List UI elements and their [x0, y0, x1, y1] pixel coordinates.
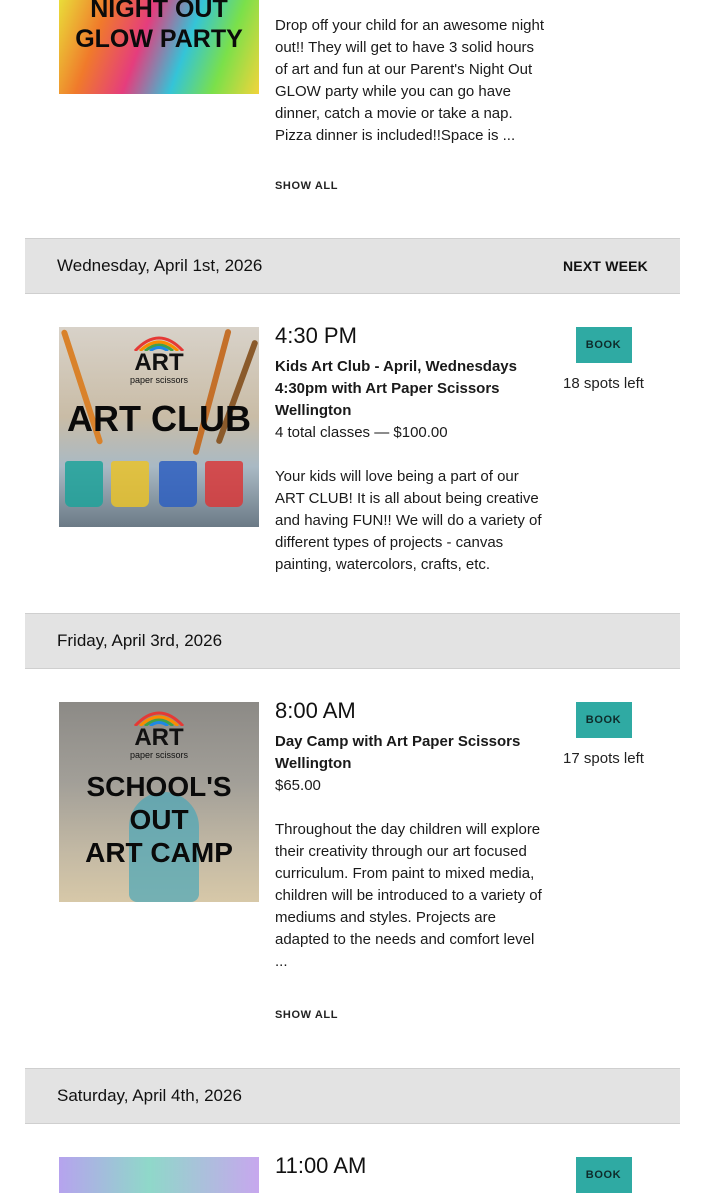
- brand-subtitle: paper scissors: [129, 750, 189, 760]
- day-header: [25, 238, 680, 294]
- event-image: [59, 327, 259, 527]
- event-image: [59, 0, 259, 94]
- book-button[interactable]: BOOK: [576, 327, 632, 363]
- day-header: [25, 1068, 680, 1124]
- event-description: Drop off your child for an awesome night out!! They will get to have 3 solid hours of art and fun at our Parent's Night Out GLOW party while you can go have dinner, catch a movie or take a nap. Pizza dinner is included!!Space is ...: [275, 17, 545, 144]
- event-image: [59, 702, 259, 902]
- event-card: [25, 669, 680, 1068]
- event-description: Throughout the day children will explore their creativity through our art focused curriculum. From paint to mixed media, children will be introduced to a variety of mediums and styles. Projects are adapted to the needs and comfort level ...: [275, 821, 542, 970]
- event-image-caption-line: GLOW PARTY: [75, 25, 243, 53]
- next-week-label: NEXT WEEK: [562, 258, 648, 274]
- book-button[interactable]: BOOK: [576, 1157, 632, 1193]
- rainbow-logo-icon: [129, 706, 189, 726]
- show-all-link[interactable]: SHOW ALL: [275, 1009, 339, 1021]
- event-price: 4 total classes — $100.00: [275, 424, 448, 441]
- paint-cup: [65, 461, 103, 507]
- event-title[interactable]: Day Camp with Art Paper Scissors Wellington: [275, 733, 521, 772]
- spots-left: 18 spots left: [563, 375, 644, 392]
- event-body: [275, 1152, 547, 1186]
- event-image-caption-line: ART CAMP: [85, 837, 233, 868]
- event-card: [25, 0, 680, 238]
- book-column: [555, 1157, 652, 1193]
- event-time: 8:00 AM: [275, 698, 356, 723]
- event-body: [275, 322, 547, 576]
- event-card: [25, 1124, 680, 1193]
- event-description: Your kids will love being a part of our ART CLUB! It is all about being creative and having FUN!! We will do a variety of different types of projects - canvas painting, watercolors, crafts, etc.: [275, 468, 542, 573]
- show-all-link[interactable]: SHOW ALL: [275, 180, 339, 192]
- day-header-date: Saturday, April 4th, 2026: [57, 1086, 242, 1105]
- brand-logo: [59, 331, 259, 385]
- day-header-date: Friday, April 3rd, 2026: [57, 631, 223, 650]
- paint-cup: [205, 461, 243, 507]
- event-price: $65.00: [275, 777, 321, 794]
- event-body: [275, 697, 547, 973]
- event-card: [25, 294, 680, 613]
- event-time: 11:00 AM: [275, 1153, 367, 1178]
- book-column: [555, 702, 652, 767]
- brand-name: ART: [134, 724, 184, 751]
- day-header-date: Wednesday, April 1st, 2026: [57, 256, 263, 275]
- event-image-caption-line: SCHOOL'S OUT: [86, 771, 232, 835]
- spots-left: 17 spots left: [563, 750, 644, 767]
- event-body: [275, 15, 547, 147]
- rainbow-logo-icon: [129, 331, 189, 351]
- brand-name: ART: [134, 349, 184, 376]
- event-image-caption: ART CLUB: [67, 398, 251, 439]
- event-image-caption: [59, 0, 259, 54]
- book-column: [555, 327, 652, 392]
- event-image-caption-line: NIGHT OUT: [90, 0, 228, 23]
- brand-logo: [59, 706, 259, 760]
- paint-cup: [159, 461, 197, 507]
- event-image: [59, 1157, 259, 1193]
- event-title[interactable]: Kids Art Club - April, Wednesdays 4:30pm with Art Paper Scissors Wellington: [275, 358, 517, 419]
- brand-subtitle: paper scissors: [129, 375, 189, 385]
- event-time: 4:30 PM: [275, 323, 357, 348]
- event-image-caption: [59, 770, 259, 869]
- paint-cup: [111, 461, 149, 507]
- day-header: [25, 613, 680, 669]
- book-button[interactable]: BOOK: [576, 702, 632, 738]
